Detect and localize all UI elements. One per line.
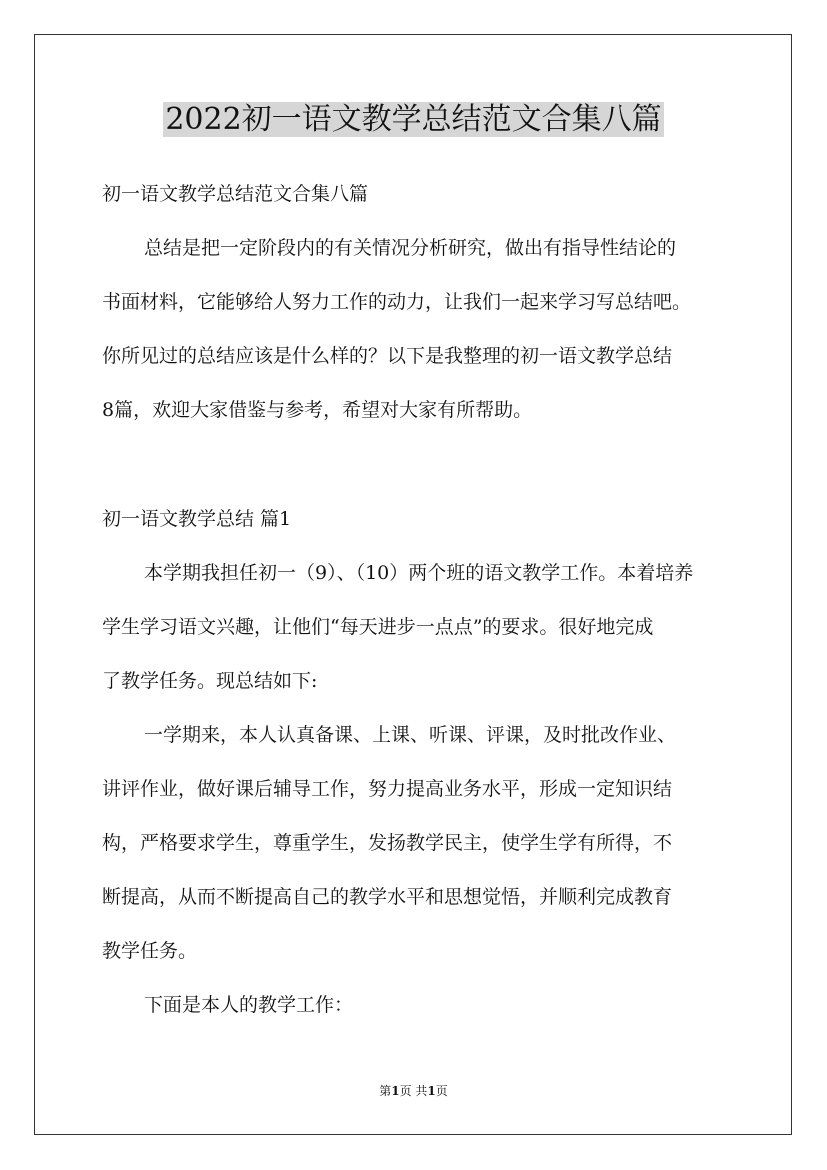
body-line-7: 断提高，从而不断提高自己的教学水平和思想觉悟，并顺利完成教育 — [102, 886, 673, 908]
section-heading: 初一语文教学总结 篇1 — [102, 508, 292, 530]
intro-line-4: 8篇，欢迎大家借鉴与参考，希望对大家有所帮助。 — [102, 399, 533, 421]
body-line-1: 本学期我担任初一（9）、（10）两个班的语文教学工作。本着培养 — [144, 562, 694, 584]
intro-line-2: 书面材料，它能够给人努力工作的动力，让我们一起来学习写总结吧。 — [102, 291, 692, 313]
body-line-9: 下面是本人的教学工作： — [144, 994, 354, 1016]
document-title-text: 2022初一语文教学总结范文合集八篇 — [165, 102, 662, 137]
footer-mid: 页 共 — [399, 1084, 428, 1098]
page-footer — [0, 1082, 827, 1100]
footer-suffix: 页 — [435, 1084, 448, 1098]
footer-prefix: 第 — [379, 1084, 392, 1098]
body-line-4: 一学期来，本人认真备课、上课、听课、评课，及时批改作业、 — [144, 724, 677, 746]
footer-total-pages: 1 — [427, 1084, 436, 1098]
body-line-2: 学生学习语文兴趣，让他们“每天进步一点点”的要求。很好地完成 — [102, 616, 654, 638]
footer-current-page: 1 — [391, 1084, 400, 1098]
intro-line-3: 你所见过的总结应该是什么样的？以下是我整理的初一语文教学总结 — [102, 345, 673, 367]
body-line-3: 了教学任务。现总结如下: — [102, 670, 318, 692]
intro-line-1: 总结是把一定阶段内的有关情况分析研究，做出有指导性结论的 — [144, 237, 677, 259]
body-line-6: 构，严格要求学生，尊重学生，发扬教学民主，使学生学有所得，不 — [102, 832, 673, 854]
document-subtitle: 初一语文教学总结范文合集八篇 — [102, 183, 369, 205]
document-title — [0, 98, 827, 142]
body-line-5: 讲评作业，做好课后辅导工作，努力提高业务水平，形成一定知识结 — [102, 778, 673, 800]
body-line-8: 教学任务。 — [102, 940, 198, 962]
